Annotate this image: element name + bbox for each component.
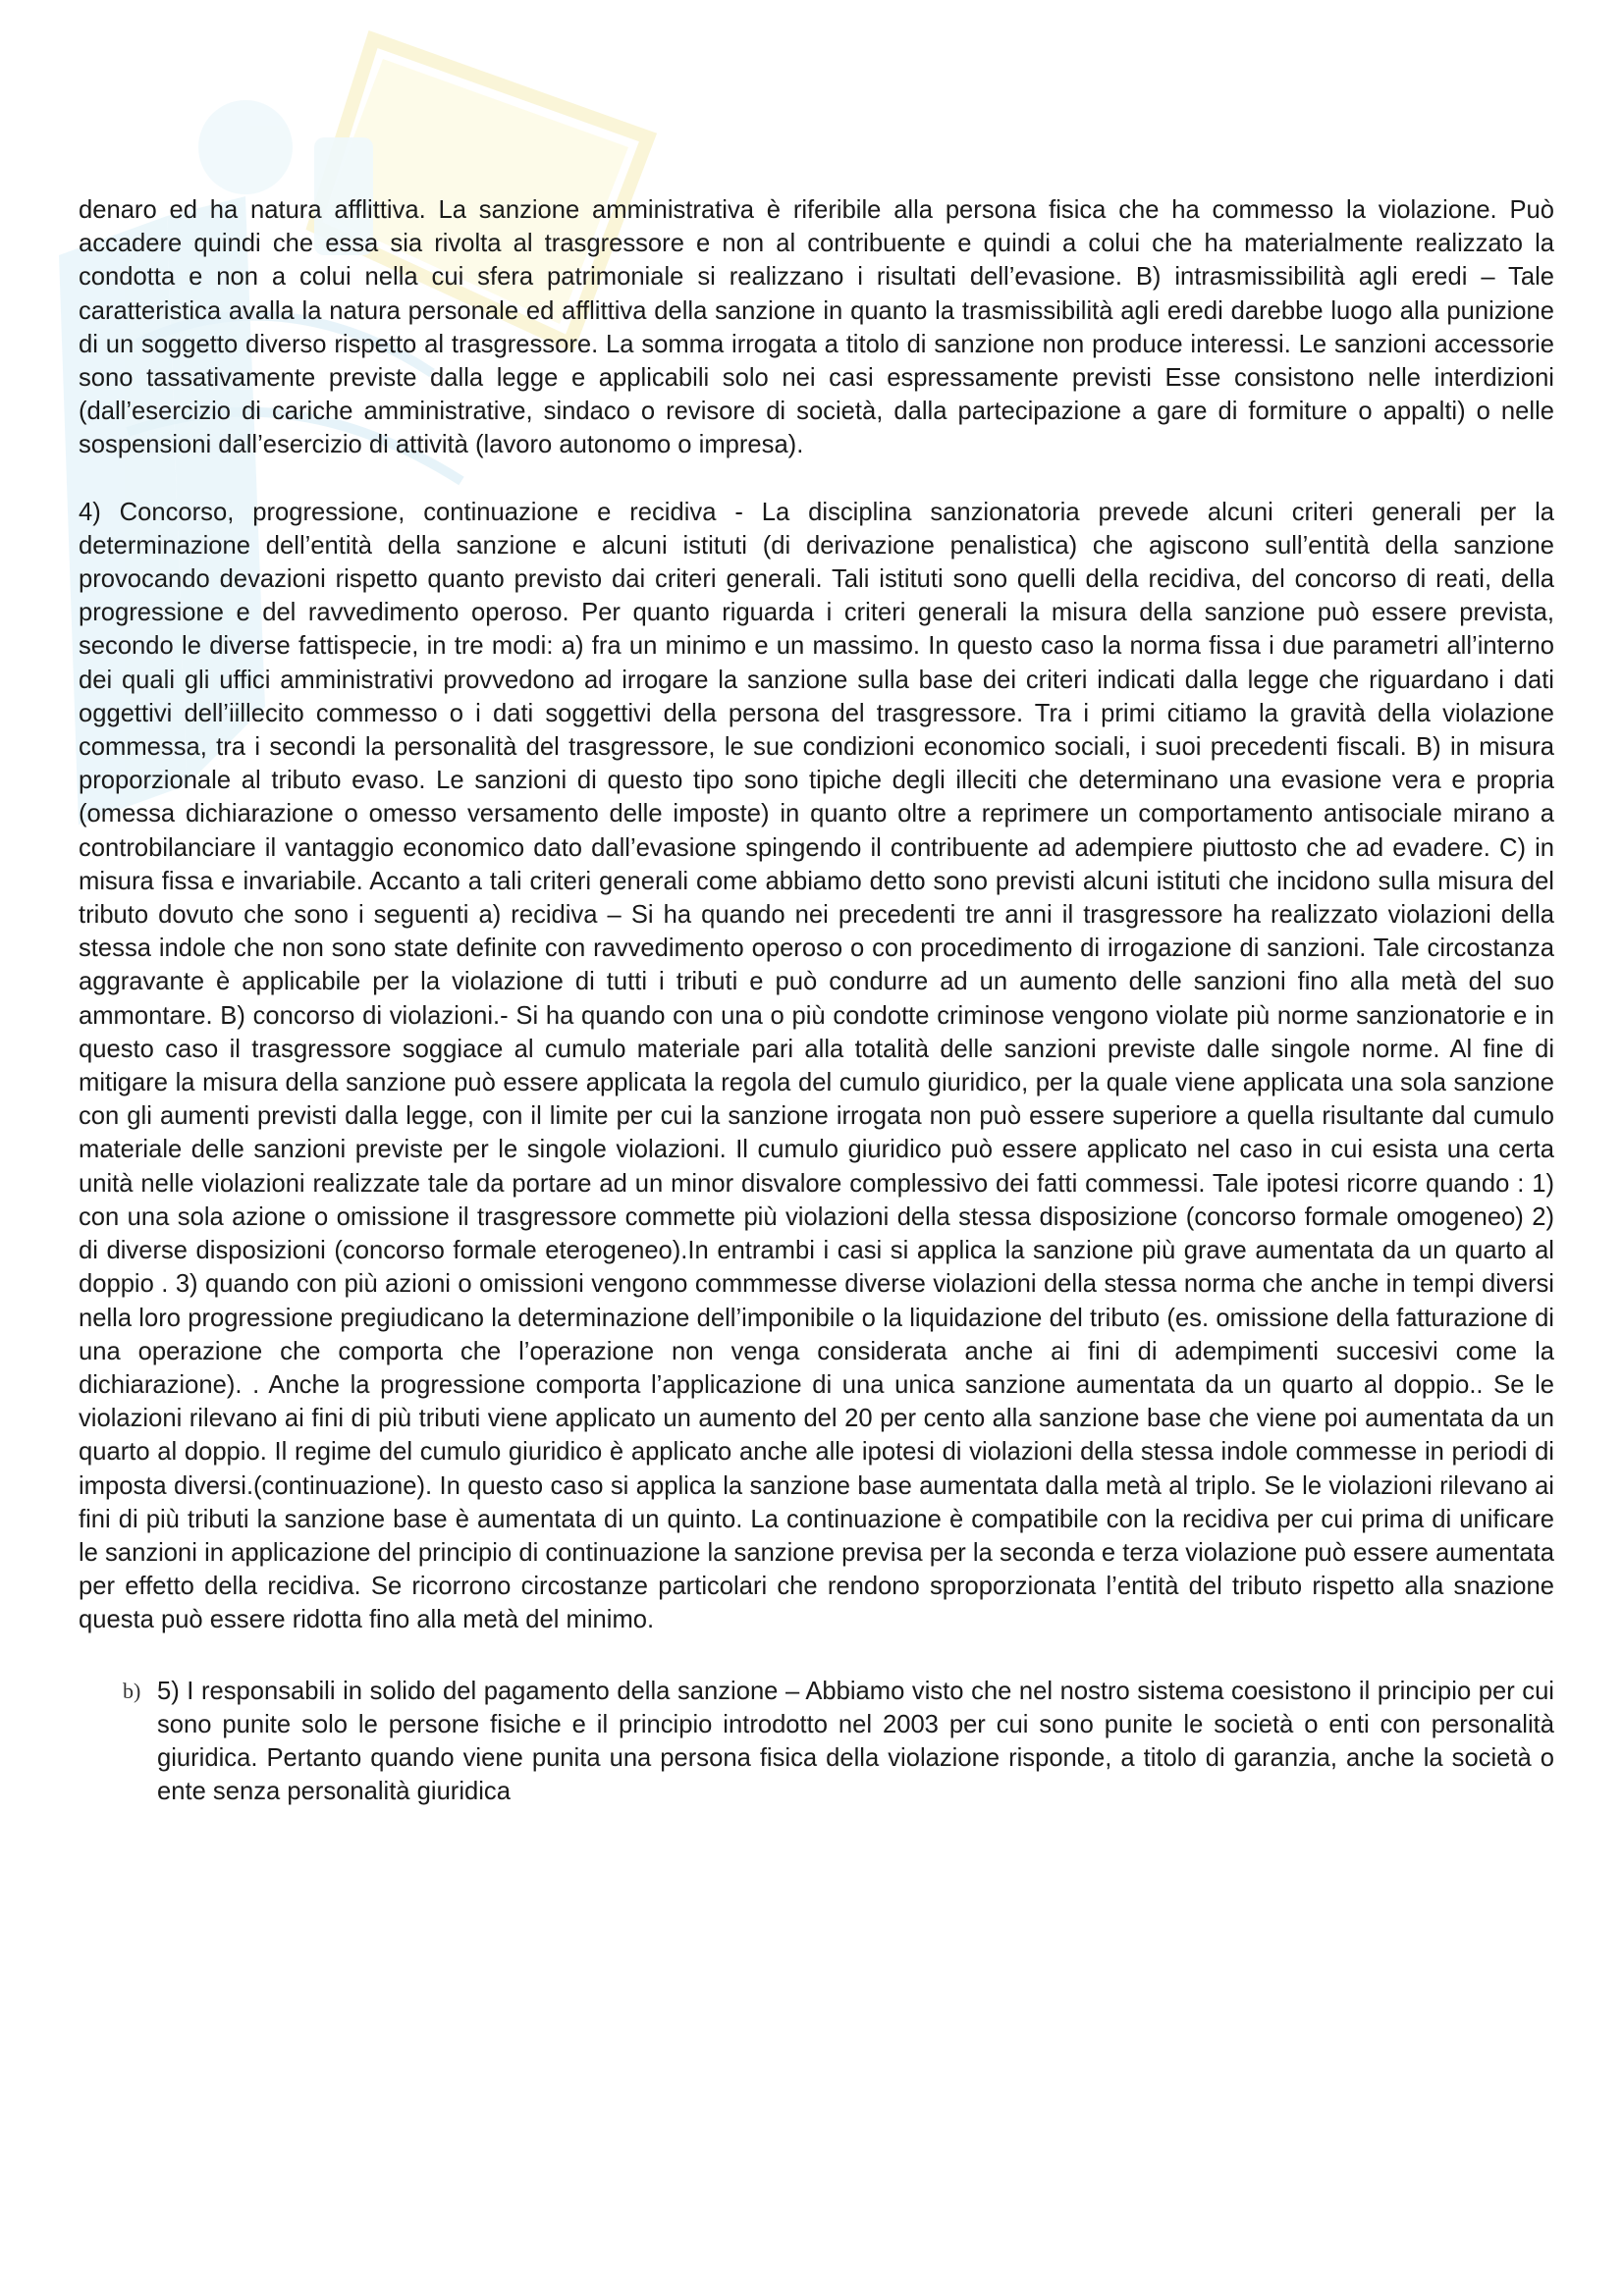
- paragraph-1: denaro ed ha natura afflittiva. La sanzione amministrativa è riferibile alla persona fisica che ha commesso la violazione. Può accadere quindi che essa sia rivolta al trasgressore e non al contribuente e quindi a colui che ha materialmente realizzato la condotta e non a colui nella cui sfera patrimoniale si realizzano i risultati dell’evasione. B) intrasmissibilità agli eredi – Tale caratteristica avalla la natura personale ed afflittiva della sanzione in quanto la trasmissibilità agli eredi darebbe luogo alla punizione di un soggetto diverso rispetto al trasgressore. La somma irrogata a titolo di sanzione non produce interessi. Le sanzioni accessorie sono tassativamente previste dalla legge e applicabili solo nei casi espressamente previsti Esse consistono nelle interdizioni (dall’esercizio di cariche amministrative, sindaco o revisore di società, dalla partecipazione a gare di formiture o appalti) o nelle sospensioni dall’esercizio di attività (lavoro autonomo o impresa).: [79, 196, 1554, 459]
- paragraph-gap: [79, 1637, 1554, 1671]
- paragraph-2: 4) Concorso, progressione, continuazione e recidiva - La disciplina sanzionatoria prevede alcuni criteri generali per la determinazione dell’entità della sanzione e alcuni istituti (di derivazione penalistica) che agiscono sull’entità della sanzione provocando devazioni rispetto quanto previsto dai criteri generali. Tali istituti sono quelli della recidiva, del concorso di reati, della progressione e del ravvedimento operoso. Per quanto riguarda i criteri generali la misura della sanzione può essere prevista, secondo le diverse fattispecie, in tre modi: a) fra un minimo e un massimo. In questo caso la norma fissa i due parametri all’interno dei quali gli uffici amministrativi provvedono ad irrogare la sanzione sulla base dei criteri indicati dalla legge che riguardano i dati oggettivi dell’iillecito commesso o i dati soggettivi della persona del trasgressore. Tra i primi citiamo la gravità della violazione commessa, tra i secondi la personalità del trasgressore, le sue condizioni economico sociali, i suoi precedenti fiscali. B) in misura proporzionale al tributo evaso. Le sanzioni di questo tipo sono tipiche degli illeciti che determinano una evasione vera e propria (omessa dichiarazione o omesso versamento delle imposte) in quanto oltre a reprimere un comportamento antisociale mirano a controbilanciare il vantaggio economico dato dall’evasione spingendo il contribuente ad adempiere piuttosto che ad evadere. C) in misura fissa e invariabile. Accanto a tali criteri generali come abbiamo detto sono previsti alcuni istituti che incidono sulla misura del tributo dovuto che sono i seguenti a) recidiva – Si ha quando nei precedenti tre anni il trasgressore ha realizzato violazioni della stessa indole che non sono state definite con ravvedimento operoso o con procedimento di irrogazione di sanzioni. Tale circostanza aggravante è applicabile per la violazione di tutti i tributi e può condurre ad un aumento delle sanzioni fino alla metà del suo ammontare. B) concorso di violazioni.- Si ha quando con una o più condotte criminose vengono violate più norme sanzionatorie e in questo caso il trasgressore soggiace al cumulo materiale pari alla totalità delle sanzioni previste dalle singole norme. Al fine di mitigare la misura della sanzione può essere applicata la regola del cumulo giuridico, per la quale viene applicata una sola sanzione con gli aumenti previsti dalla legge, con il limite per cui la sanzione irrogata non può essere superiore a quella risultante dal cumulo materiale delle sanzioni previste per le singole violazioni. Il cumulo giuridico può essere applicato nel caso in cui esista una certa unità nelle violazioni realizzate tale da portare ad un minor disvalore complessivo dei fatti commessi. Tale ipotesi ricorre quando : 1) con una sola azione o omissione il trasgressore commette più violazioni della stessa disposizione (concorso formale omogeneo) 2) di diverse disposizioni (concorso formale eterogeneo).In entrambi i casi si applica la sanzione più grave aumentata da un quarto al doppio . 3) quando con più azioni o omissioni vengono commmesse diverse violazioni della stessa norma che anche in tempi diversi nella loro progressione pregiudicano la determinazione dell’imponibile o la liquidazione del tributo (es. omissione della fatturazione di una operazione che comporta che l’operazione non venga considerata anche ai fini di adempimenti succesivi come la dichiarazione). . Anche la progressione comporta l’applicazione di una unica sanzione aumentata da un quarto al doppio.. Se le violazioni rilevano ai fini di più tributi viene applicato un aumento del 20 per cento alla sanzione base che viene poi aumentata da un quarto al doppio. Il regime del cumulo giuridico è applicato anche alle ipotesi di violazioni della stessa indole commesse in periodi di imposta diversi.(continuazione). In questo caso si applica la sanzione base aumentata dalla metà al triplo. Se le violazioni rilevano ai fini di più tributi la sanzione base è aumentata di un quinto. La continuazione è compatibile con la recidiva per cui prima di unificare le sanzioni in applicazione del principio di continuazione la sanzione previsa per la seconda e terza violazione può essere aumentata per effetto della recidiva. Se ricorrono circostanze particolari che rendono sproporzionata l’entità del tributo rispetto alla snazione questa può essere ridotta fino alla metà del minimo.: [79, 498, 1554, 1634]
- document-page: [79, 193, 1554, 1808]
- list-item: [79, 1675, 1554, 1809]
- list-marker: b): [123, 1678, 141, 1703]
- paragraph-3: 5) I responsabili in solido del pagamento della sanzione – Abbiamo visto che nel nostro sistema coesistono il principio per cui sono punite solo le persone fisiche e il principio introdotto nel 2003 per cui sono punite le società o enti con personalità giuridica. Pertanto quando viene punita una persona fisica della violazione risponde, a titolo di garanzia, anche la società o ente senza personalità giuridica: [157, 1677, 1554, 1806]
- paragraph-gap: [79, 462, 1554, 496]
